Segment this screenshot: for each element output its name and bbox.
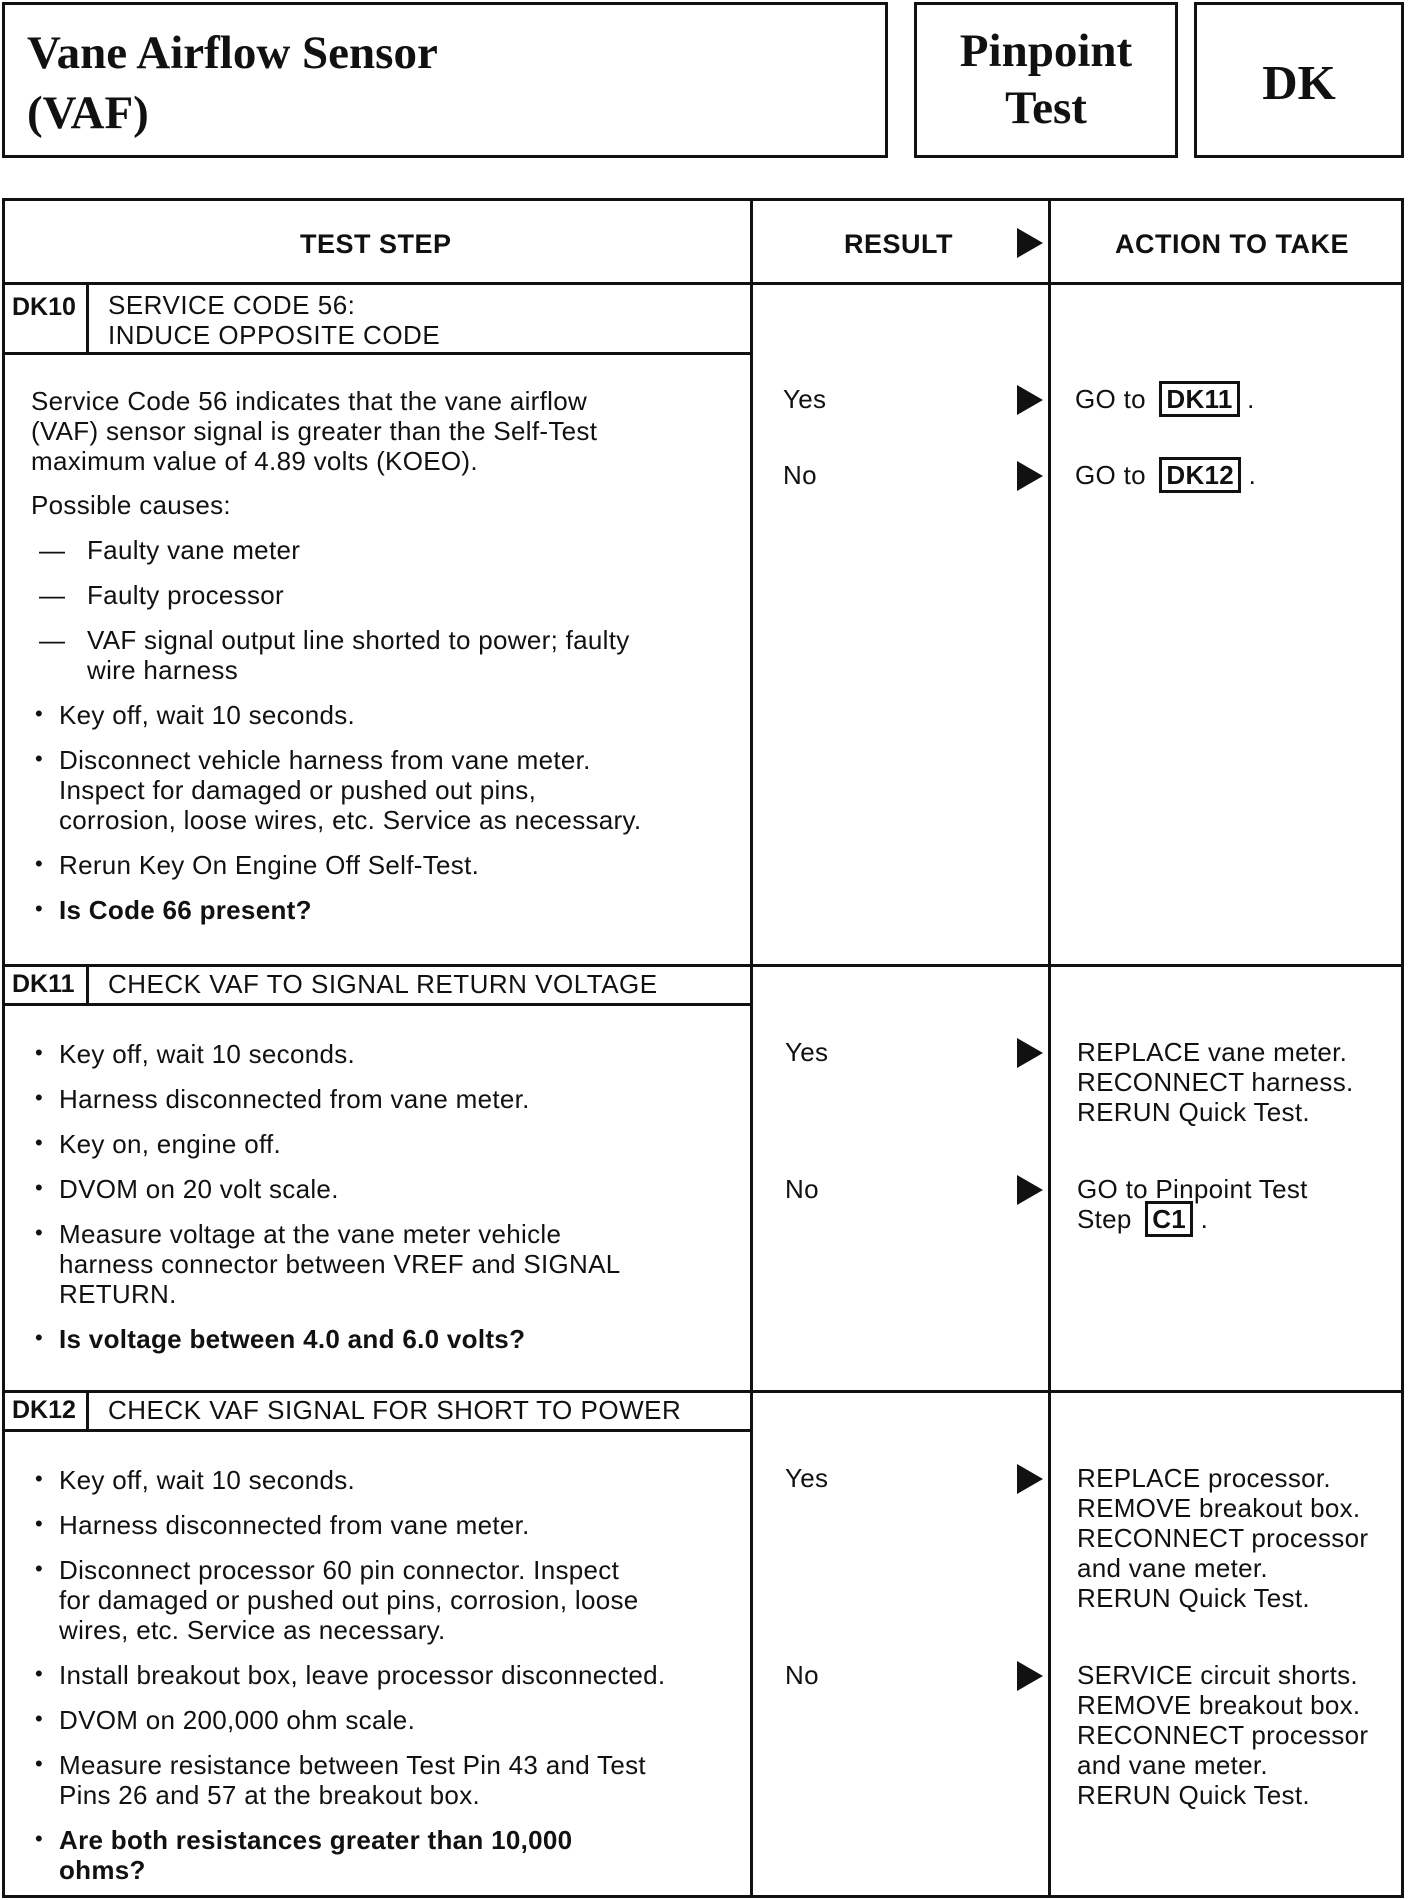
test-table	[2, 198, 1404, 1898]
step-reference-dk11[interactable]: DK11	[1159, 381, 1239, 417]
step-text: Step	[1077, 1204, 1132, 1234]
step-header-dk11	[5, 967, 750, 1003]
column-divider-1	[750, 201, 753, 1895]
action-line: RECONNECT processor	[1077, 1720, 1369, 1750]
bullet: •	[35, 1220, 43, 1245]
arrow-icon	[1017, 1661, 1043, 1691]
bullet: •	[35, 1040, 43, 1065]
go-to-text: GO to	[1075, 384, 1146, 414]
title-line-2: (VAF)	[27, 87, 149, 139]
bullet: •	[35, 1130, 43, 1155]
bullet: •	[35, 896, 43, 921]
step-instruction: RETURN.	[59, 1279, 177, 1309]
arrow-icon	[1017, 385, 1043, 415]
step-instruction: Key off, wait 10 seconds.	[59, 1465, 356, 1495]
bullet: •	[35, 1661, 43, 1686]
go-to-text: GO to	[1075, 460, 1146, 490]
action-line: and vane meter.	[1077, 1750, 1268, 1780]
possible-causes-label: Possible causes:	[31, 490, 231, 520]
column-header-result: RESULT	[844, 229, 953, 259]
action-line: REMOVE breakout box.	[1077, 1493, 1361, 1523]
step-instruction: Disconnect vehicle harness from vane meter.	[59, 745, 591, 775]
result-yes: Yes	[785, 1463, 829, 1493]
step-instruction: Pins 26 and 57 at the breakout box.	[59, 1780, 481, 1810]
step-instruction: DVOM on 20 volt scale.	[59, 1174, 339, 1204]
column-header-action: ACTION TO TAKE	[1115, 229, 1349, 259]
action-yes	[1075, 384, 1255, 414]
dash-marker: —	[39, 535, 65, 565]
step-reference-c1[interactable]: C1	[1145, 1201, 1193, 1237]
action-line: RERUN Quick Test.	[1077, 1780, 1310, 1810]
title-line-1: Vane Airflow Sensor	[27, 27, 438, 79]
test-code-box	[1194, 2, 1404, 158]
result-yes: Yes	[783, 384, 827, 414]
step-title	[108, 290, 440, 350]
bullet: •	[35, 1706, 43, 1731]
bullet: •	[35, 1175, 43, 1200]
action-line: GO to Pinpoint Test	[1077, 1174, 1308, 1204]
step-instruction: for damaged or pushed out pins, corrosion, loose	[59, 1585, 639, 1615]
step-instruction: Rerun Key On Engine Off Self-Test.	[59, 850, 480, 880]
step-instruction: Measure resistance between Test Pin 43 and Test	[59, 1750, 646, 1780]
step-instruction: Measure voltage at the vane meter vehicle	[59, 1219, 562, 1249]
action-line: RERUN Quick Test.	[1077, 1097, 1310, 1127]
action-line	[1077, 1204, 1208, 1234]
arrow-icon	[1017, 1175, 1043, 1205]
step-instruction: Harness disconnected from vane meter.	[59, 1510, 530, 1540]
step-header-underline	[5, 1429, 750, 1432]
paragraph-line: (VAF) sensor signal is greater than the Self-Test	[31, 416, 598, 446]
step-title-line: SERVICE CODE 56:	[108, 290, 356, 320]
step-title: CHECK VAF TO SIGNAL RETURN VOLTAGE	[108, 969, 658, 999]
step-instruction: Inspect for damaged or pushed out pins,	[59, 775, 537, 805]
step-reference-dk12[interactable]: DK12	[1159, 457, 1241, 493]
step-question: Are both resistances greater than 10,000	[59, 1825, 573, 1855]
dash-marker: —	[39, 625, 65, 655]
step-question: Is voltage between 4.0 and 6.0 volts?	[59, 1324, 526, 1354]
step-title-line: INDUCE OPPOSITE CODE	[108, 320, 441, 350]
step-instruction: Key on, engine off.	[59, 1129, 282, 1159]
step-instruction: wires, etc. Service as necessary.	[59, 1615, 446, 1645]
step-instruction: Harness disconnected from vane meter.	[59, 1084, 530, 1114]
arrow-icon	[1017, 228, 1043, 258]
step-id: DK12	[5, 1393, 89, 1429]
pinpoint-line-2: Test	[1005, 82, 1087, 134]
bullet: •	[35, 1466, 43, 1491]
step-instruction: Disconnect processor 60 pin connector. Inspect	[59, 1555, 620, 1585]
arrow-icon	[1017, 1038, 1043, 1068]
bullet: •	[35, 1085, 43, 1110]
step-header-dk10	[5, 285, 750, 352]
dash-marker: —	[39, 580, 65, 610]
cause-item: Faulty processor	[87, 580, 284, 610]
step-id: DK10	[5, 285, 89, 352]
pinpoint-test-label	[917, 23, 1175, 137]
bullet: •	[35, 1751, 43, 1776]
step-title: CHECK VAF SIGNAL FOR SHORT TO POWER	[108, 1395, 682, 1425]
step-id: DK11	[5, 967, 89, 1003]
bullet: •	[35, 701, 43, 726]
step-instruction: DVOM on 200,000 ohm scale.	[59, 1705, 416, 1735]
column-header-test-step: TEST STEP	[300, 229, 452, 259]
step-question: ohms?	[59, 1855, 146, 1885]
action-line: REPLACE vane meter.	[1077, 1037, 1348, 1067]
step-question: Is Code 66 present?	[59, 895, 312, 925]
cause-item: VAF signal output line shorted to power; faulty	[87, 625, 630, 655]
result-no: No	[783, 460, 817, 490]
pinpoint-line-1: Pinpoint	[959, 25, 1133, 77]
step-instruction: harness connector between VREF and SIGNAL	[59, 1249, 621, 1279]
action-line: RECONNECT harness.	[1077, 1067, 1354, 1097]
cause-item: wire harness	[87, 655, 238, 685]
period: .	[1248, 460, 1257, 490]
step-header-underline	[5, 352, 750, 355]
title-box	[2, 2, 888, 158]
step-header-dk12	[5, 1393, 750, 1429]
bullet: •	[35, 1556, 43, 1581]
column-divider-2	[1048, 201, 1051, 1895]
result-no: No	[785, 1660, 819, 1690]
arrow-icon	[1017, 461, 1043, 491]
bullet: •	[35, 851, 43, 876]
page-title	[27, 23, 438, 143]
result-no: No	[785, 1174, 819, 1204]
bullet: •	[35, 1826, 43, 1851]
action-line: RECONNECT processor	[1077, 1523, 1369, 1553]
period: .	[1247, 384, 1255, 414]
action-no	[1075, 460, 1256, 490]
arrow-icon	[1017, 1464, 1043, 1494]
action-line: and vane meter.	[1077, 1553, 1268, 1583]
paragraph-line: Service Code 56 indicates that the vane airflow	[31, 386, 588, 416]
bullet: •	[35, 1325, 43, 1350]
result-yes: Yes	[785, 1037, 829, 1067]
pinpoint-test-box	[914, 2, 1178, 158]
paragraph-line: maximum value of 4.89 volts (KOEO).	[31, 446, 478, 476]
bullet: •	[35, 746, 43, 771]
action-line: RERUN Quick Test.	[1077, 1583, 1310, 1613]
step-instruction: Key off, wait 10 seconds.	[59, 700, 356, 730]
step-header-underline	[5, 1003, 750, 1006]
test-code: DK	[1262, 55, 1336, 110]
bullet: •	[35, 1511, 43, 1536]
action-line: REMOVE breakout box.	[1077, 1690, 1361, 1720]
step-instruction: Key off, wait 10 seconds.	[59, 1039, 356, 1069]
step-instruction: Install breakout box, leave processor disconnected.	[59, 1660, 666, 1690]
period: .	[1200, 1204, 1209, 1234]
action-line: SERVICE circuit shorts.	[1077, 1660, 1358, 1690]
action-line: REPLACE processor.	[1077, 1463, 1331, 1493]
cause-item: Faulty vane meter	[87, 535, 301, 565]
step-instruction: corrosion, loose wires, etc. Service as necessary.	[59, 805, 642, 835]
